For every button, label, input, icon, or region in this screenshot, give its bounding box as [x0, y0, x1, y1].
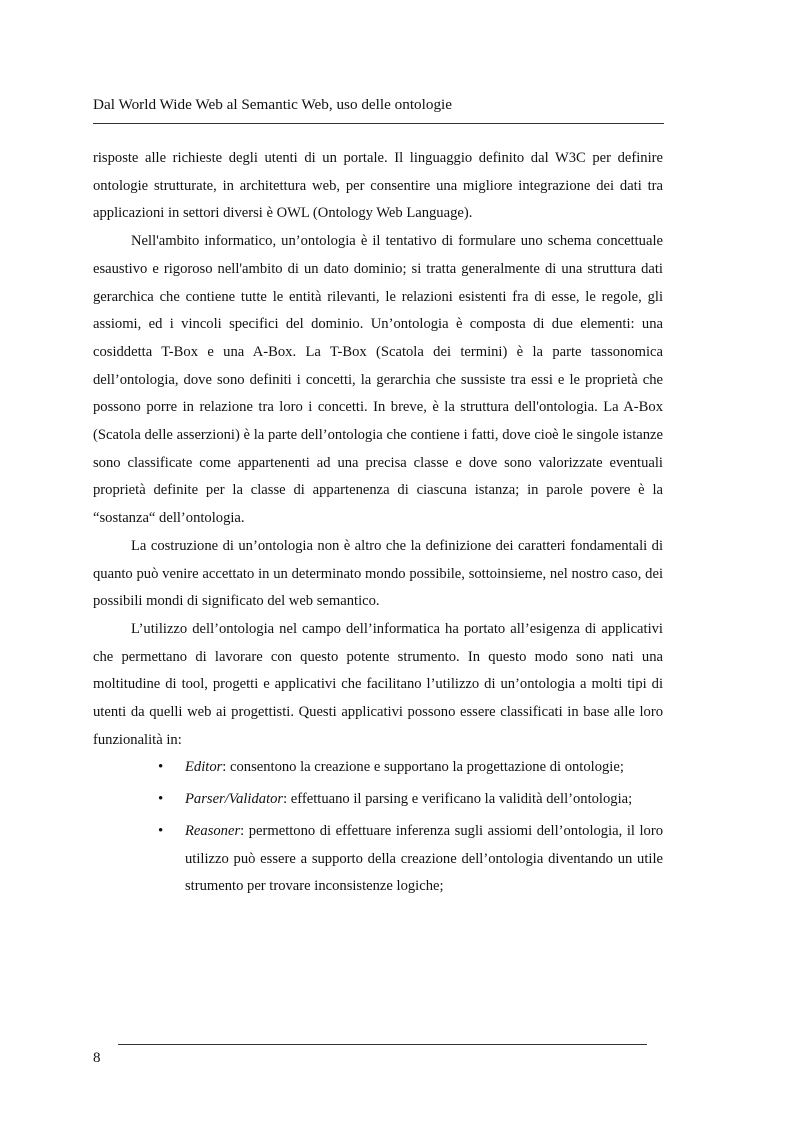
- paragraph-ontology-tools: L’utilizzo dell’ontologia nel campo dell’informatica ha portato all’esigenza di applicativi che permettano di lavorare con questo potente strumento. In questo modo sono nati una moltitudine di tool, progetti e applicativi che facilitano l’utilizzo di un’ontologia a molti tipi di utenti da quelli web ai progettisti. Questi applicativi possono essere classificati in base alle loro funzionalità in:: [93, 620, 663, 748]
- list-item-reasoner: [93, 818, 663, 901]
- term-parser-validator: Parser/Validator: [185, 791, 284, 808]
- term-editor: Editor: [185, 759, 223, 776]
- body-text: [93, 145, 663, 905]
- term-description: : permettono di effettuare inferenza sugli assiomi dell’ontologia, il loro utilizzo può essere a supporto della creazione dell’ontologia diventando un utile strumento per trovare inconsistenze logiche;: [185, 822, 663, 895]
- list-item-parser-validator: [93, 786, 663, 814]
- paragraph-ontology-definition: Nell'ambito informatico, un’ontologia è il tentativo di formulare uno schema concettuale esaustivo e rigoroso nell'ambito di un dato dominio; si tratta generalmente di una struttura dati gerarchica che contiene tutte le entità rilevanti, le relazioni esistenti fra di esse, le regole, gli assiomi, ed i vincoli specifici del dominio. Un’ontologia è composta di due elementi: una cosiddetta T-Box e una A-Box. La T-Box (Scatola dei termini) è la parte tassonomica dell’ontologia, dove sono definiti i concetti, la gerarchia che sussiste tra essi e le proprietà che possono porre in relazione tra loro i concetti. In breve, è la struttura dell'ontologia. La A-Box (Scatola delle asserzioni) è la parte dell’ontologia che contiene i fatti, dove cioè le singole istanze sono classificate come appartenenti ad una precisa classe e dove sono valorizzate eventuali proprietà definite per la classe di appartenenza di ciascuna istanza; in parole povere è la “sostanza“ dell’ontologia.: [93, 233, 663, 527]
- list-item-editor: [93, 754, 663, 782]
- term-description: : effettuano il parsing e verificano la validità dell’ontologia;: [283, 791, 633, 808]
- bullet-icon: •: [158, 822, 164, 839]
- paragraph-ontology-construction: La costruzione di un’ontologia non è altro che la definizione dei caratteri fondamentali di quanto può venire accettato in un determinato mondo possibile, sottoinsieme, nel nostro caso, dei possibili mondi di significato del web semantico.: [93, 537, 663, 610]
- tool-category-list: [93, 754, 663, 901]
- bullet-icon: •: [158, 791, 164, 808]
- paragraph-continuation: risposte alle richieste degli utenti di un portale. Il linguaggio definito dal W3C per definire ontologie strutturate, in architettura web, per consentire una migliore integrazione dei dati tra applicazioni in settori diversi è OWL (Ontology Web Language).: [93, 150, 663, 222]
- header-rule: [93, 123, 664, 124]
- bullet-icon: •: [158, 759, 164, 776]
- term-reasoner: Reasoner: [185, 822, 241, 839]
- page-number: 8: [93, 1050, 101, 1066]
- term-description: : consentono la creazione e supportano la progettazione di ontologie;: [222, 759, 624, 776]
- footer-rule: [118, 1044, 647, 1045]
- running-header: Dal World Wide Web al Semantic Web, uso delle ontologie: [93, 96, 453, 113]
